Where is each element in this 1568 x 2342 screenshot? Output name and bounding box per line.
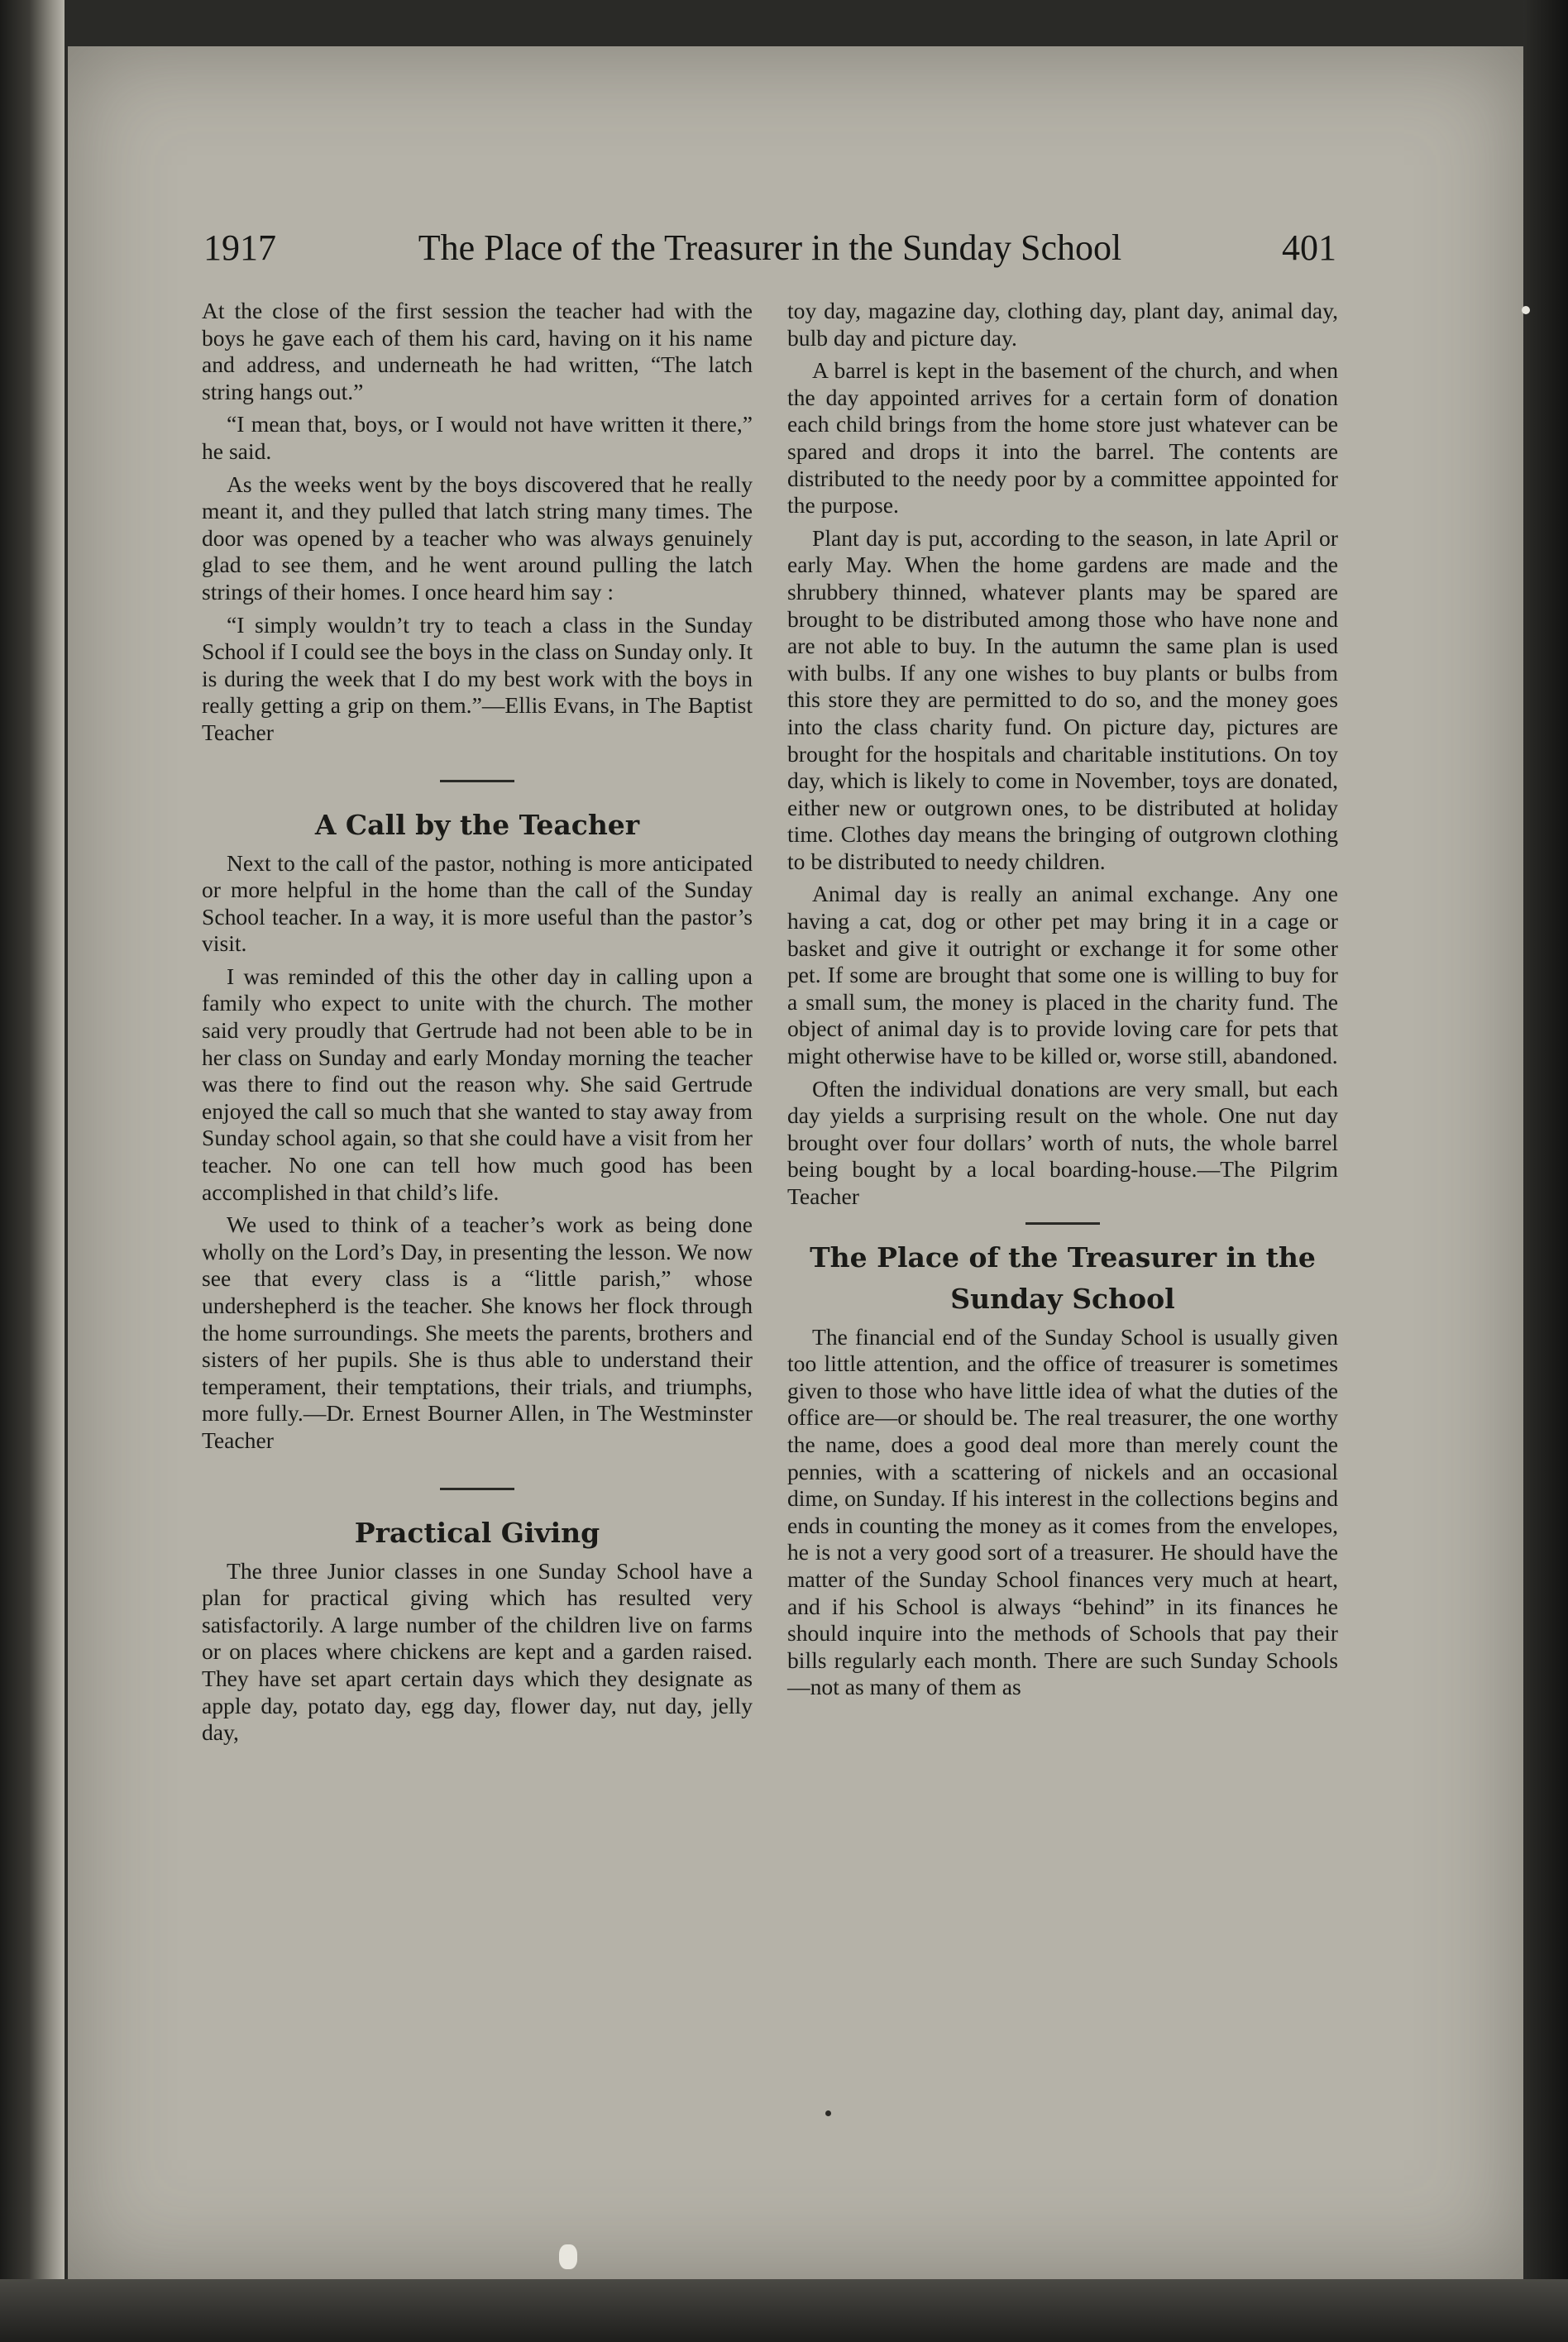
ink-dot <box>825 2110 831 2116</box>
article-paragraph: I was reminded of this the other day in calling upon a family who expect to unite with the church. The mother said very proudly that Gertrude had not been able to be in her class on Sunday and early Monday morning the teacher was there to find out the reason why. She said Gertrude enjoyed the call so much that she wanted to stay away from Sunday school again, so that she could have a visit from her teacher. No one can tell how much good has been accomplished in that child’s life. <box>202 963 753 1205</box>
section-heading-giving: Practical Giving <box>354 1516 600 1549</box>
scan-speck <box>1522 306 1530 314</box>
article-paragraph: The financial end of the Sunday School is usually given too little attention, and the office of treasurer is sometimes given to those who have little idea of what the duties of the office are—or should be. The real treasurer, the one worthy the name, does a good deal more than merely count the pennies, with a scattering of nickels and an occasional dime, on Sunday. If his interest in the collections begins and ends in counting the money as it comes from the envelopes, he is not a very good sort of a treasurer. He should have the matter of the Sunday School finances very much at heart, and if his School is always “behind” in its finances he should inquire into the methods of Schools that pay their bills regularly each month. There are such Sunday Schools—not as many of them as <box>787 1323 1338 1700</box>
running-head-year: 1917 <box>203 227 276 268</box>
article-paragraph: Often the individual donations are very small, but each day yields a surprising result on the whole. One nut day brought over four dollars’ worth of nuts, the whole barrel being bought by a local boarding-house.—The Pilgrim Teacher <box>787 1075 1338 1209</box>
article-paragraph: A barrel is kept in the basement of the church, and when the day appointed arrives for a certain form of donation each child brings from the home store just whatever can be spared and drops it into the barrel. The contents are distributed to the needy poor by a committee appointed for the purpose. <box>787 357 1338 519</box>
article-paragraph: “I mean that, boys, or I would not have written it there,” he said. <box>202 411 753 464</box>
section-heading-treasurer-line2: Sunday School <box>950 1282 1175 1315</box>
book-edge-bottom <box>0 2279 1568 2342</box>
facing-page-edge <box>0 0 65 2342</box>
section-divider <box>440 780 514 782</box>
section-heading-call: A Call by the Teacher <box>314 808 640 841</box>
running-head-title: The Place of the Treasurer in the Sunday School <box>418 227 1122 268</box>
right-column <box>787 298 1338 1707</box>
article-paragraph: toy day, magazine day, clothing day, plant day, animal day, bulb day and picture day. <box>787 298 1338 351</box>
section-divider <box>1025 1222 1100 1225</box>
article-paragraph: Animal day is really an animal exchange. Any one having a cat, dog or other pet may bring it in a cage or basket and give it outright or exchange it for some other pet. If some are brought that some one is willing to buy for a small sum, the money is placed in the charity fund. The object of animal day is to provide loving care for pets that might otherwise have to be killed or, worse still, abandoned. <box>787 881 1338 1069</box>
left-column <box>202 298 753 1752</box>
article-paragraph: Plant day is put, according to the season, in late April or early May. When the home gardens are made and the shrubbery thinned, whatever plants may be spared are brought to be distributed among those who have none and are not able to buy. In the autumn the same plan is used with bulbs. If any one wishes to buy plants or bulbs from this store they are permitted to do so, and the money goes into the class charity fund. On picture day, pictures are brought for the hospitals and charitable institutions. On toy day, which is likely to come in November, toys are donated, either new or outgrown ones, to be distributed at holiday time. Clothes day means the bringing of outgrown clothing to be distributed to needy children. <box>787 524 1338 874</box>
scan-speck <box>559 2244 577 2269</box>
book-edge-right <box>1523 0 1568 2342</box>
article-paragraph: At the close of the first session the teacher had with the boys he gave each of them his card, having on it his name and address, and underneath he had written, “The latch string hangs out.” <box>202 298 753 404</box>
article-paragraph: We used to think of a teacher’s work as being done wholly on the Lord’s Day, in presenting the lesson. We now see that every class is a “little parish,” whose undershepherd is the teacher. She knows her flock through the home surroundings. She meets the parents, brothers and sisters of her pupils. She is thus able to understand their temperament, their temptations, their trials, and triumphs, more fully.—Dr. Ernest Bourner Allen, in The Westminster Teacher <box>202 1212 753 1453</box>
article-paragraph: Next to the call of the pastor, nothing is more anticipated or more helpful in the home than the call of the Sunday School teacher. In a way, it is more useful than the pastor’s visit. <box>202 849 753 957</box>
section-divider <box>440 1488 514 1490</box>
article-paragraph: As the weeks went by the boys discovered that he really meant it, and they pulled that latch string many times. The door was opened by a teacher who was always genuinely glad to see them, and he went around pulling the latch strings of their homes. I once heard him say : <box>202 471 753 605</box>
section-heading-treasurer-line1: The Place of the Treasurer in the <box>810 1240 1316 1274</box>
article-paragraph: The three Junior classes in one Sunday School have a plan for practical giving which has resulted very satisfactorily. A large number of the children live on farms or on places where chickens are kept and a garden raised. They have set apart certain days which they designate as apple day, potato day, egg day, flower day, nut day, jelly day, <box>202 1557 753 1746</box>
page-number: 401 <box>1282 227 1336 268</box>
running-head <box>203 222 1336 280</box>
article-paragraph: “I simply wouldn’t try to teach a class in the Sunday School if I could see the boys in the class on Sunday only. It is during the week that I do my best work with the boys in really getting a grip on them.”—Ellis Evans, in The Baptist Teacher <box>202 611 753 745</box>
